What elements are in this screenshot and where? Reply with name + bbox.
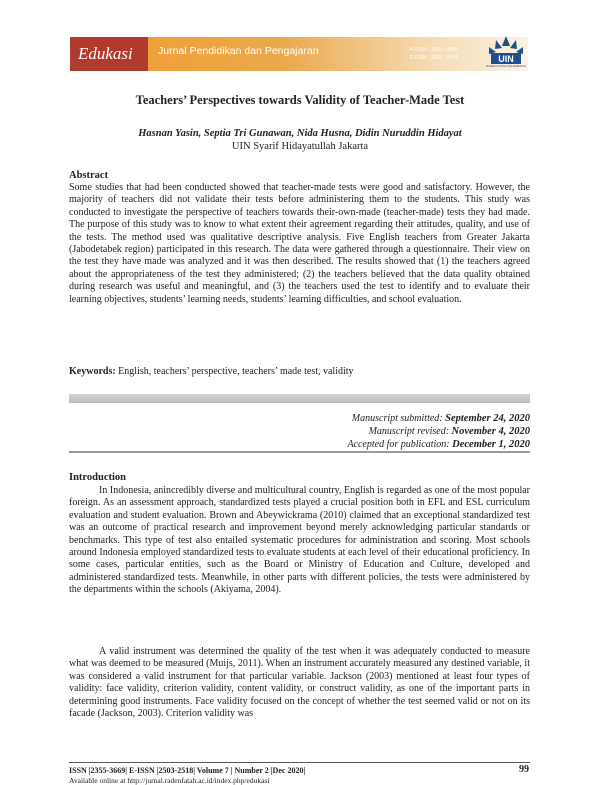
journal-banner	[70, 37, 528, 71]
footer-issn: ISSN |2355-3669| E-ISSN |2503-2518| Volume 7 | Number 2 |Dec 2020|	[69, 766, 306, 775]
submitted-label: Manuscript submitted:	[351, 413, 443, 424]
submitted-date: September 24, 2020	[445, 413, 530, 424]
author-affiliation: UIN Syarif Hidayatullah Jakarta	[231, 141, 369, 152]
introduction-paragraph-2: A valid instrument was determined the quality of the test when it was adequately conducted to measure what was deemed to be measured (Muijs, 2011). When an instrument accurately measured any destined variable, it was considered a valid instrument for that particular variable. Jackson (2003) mentioned at least four types of validity: face validity, criterion validity, content validity, or construct validity, as one of the important parts in determining good instruments. Face validity focused on the concept of whether the test seemed valid or not on its facade (Jackson, 2003). Criterion validity was	[69, 646, 530, 720]
manuscript-dates	[69, 412, 530, 451]
logo-caption: RADEN FATAH PALEMBANG	[486, 64, 526, 68]
page-number: 99	[519, 764, 529, 775]
logo-text: UIN	[498, 54, 514, 64]
issn-online: E-ISSN : 2503 - 2518	[410, 55, 458, 61]
journal-brand	[70, 37, 148, 71]
article-title: Teachers’ Perspectives towards Validity of Teacher-Made Test	[135, 93, 465, 107]
revised-date-row	[69, 425, 530, 438]
footer-rule	[69, 762, 530, 763]
accepted-date-row	[69, 438, 530, 451]
submitted-date-row	[69, 412, 530, 425]
section-divider-bar	[69, 394, 530, 403]
university-logo	[484, 34, 528, 72]
uin-logo-icon	[484, 34, 528, 66]
keywords-text: English, teachers’ perspective, teachers’ made test, validity	[118, 366, 354, 377]
footer-url[interactable]: Available online at http://jurnal.radenfatah.ac.id/index.php/edukasi	[69, 776, 270, 785]
revised-label: Manuscript revised:	[368, 426, 450, 437]
issn-print: P-ISSN : 2355 - 3669	[410, 47, 458, 53]
dates-divider	[69, 451, 530, 453]
keywords-label: Keywords:	[69, 366, 116, 377]
abstract-heading: Abstract	[69, 170, 109, 181]
keywords-line	[69, 366, 354, 377]
introduction-heading: Introduction	[69, 472, 126, 483]
introduction-paragraph-1: In Indonesia, anincredibly diverse and multicultural country, English is regarded as one of the most popular foreign. As an assessment approach, standardized tests played a crucial position both in EFL and ESL curriculum evaluation and student evaluation. Brown and Abeywickrama (2010) claimed that an exceptional standardized test was an outcome of practical research and improvement beyond merely acknowledging particular standards or benchmarks. This type of test also entailed systematic procedures for administration and scoring. Most schools around Indonesia employed standardized tests to evaluate students at each level of their educational proficiency. In some cases, particular entities, such as the Board or Ministry of Education and Culture, developed and administered standardized tests. Meanwhile, in other parts with different policies, the tests were administered by the departments within the schools (Akiyama, 2004).	[69, 485, 530, 596]
journal-title-strip	[148, 37, 528, 71]
accepted-label: Accepted for publication:	[347, 439, 450, 450]
article-authors: Hasnan Yasin, Septia Tri Gunawan, Nida Husna, Didin Nuruddin Hidayat	[138, 128, 462, 139]
abstract-text: Some studies that had been conducted showed that teacher-made tests were good and satisfactory. However, the majority of teachers did not validate their tests before administering them to the students. This study was conducted to investigate the perspective of teachers towards their-own-made (teacher-made) tests they had made. The purpose of this study was to know to what extent their agreement regarding their attitudes, quality, and use of the tests. The method used was qualitative descriptive analysis. Five English teachers from Greater Jakarta (Jabodetabek region) participated in this research. The data were gathered through a questionnaire. Their view on the test they have made was analyzed and it was then described. The results showed that (1) the teachers agreed about the appropriateness of the test they administered; (2) the teachers believed that the data quality obtained during research was useful and meaningful, and (3) the teachers used the test to identify and to evaluate their learning objectives, students’ learning needs, students’ learning difficulties, and school evaluation.	[69, 182, 530, 305]
accepted-date: December 1, 2020	[452, 439, 530, 450]
journal-name: Jurnal Pendidikan dan Pengajaran	[158, 45, 319, 57]
journal-brand-name: Edukasi	[78, 44, 133, 63]
revised-date: November 4, 2020	[451, 426, 530, 437]
